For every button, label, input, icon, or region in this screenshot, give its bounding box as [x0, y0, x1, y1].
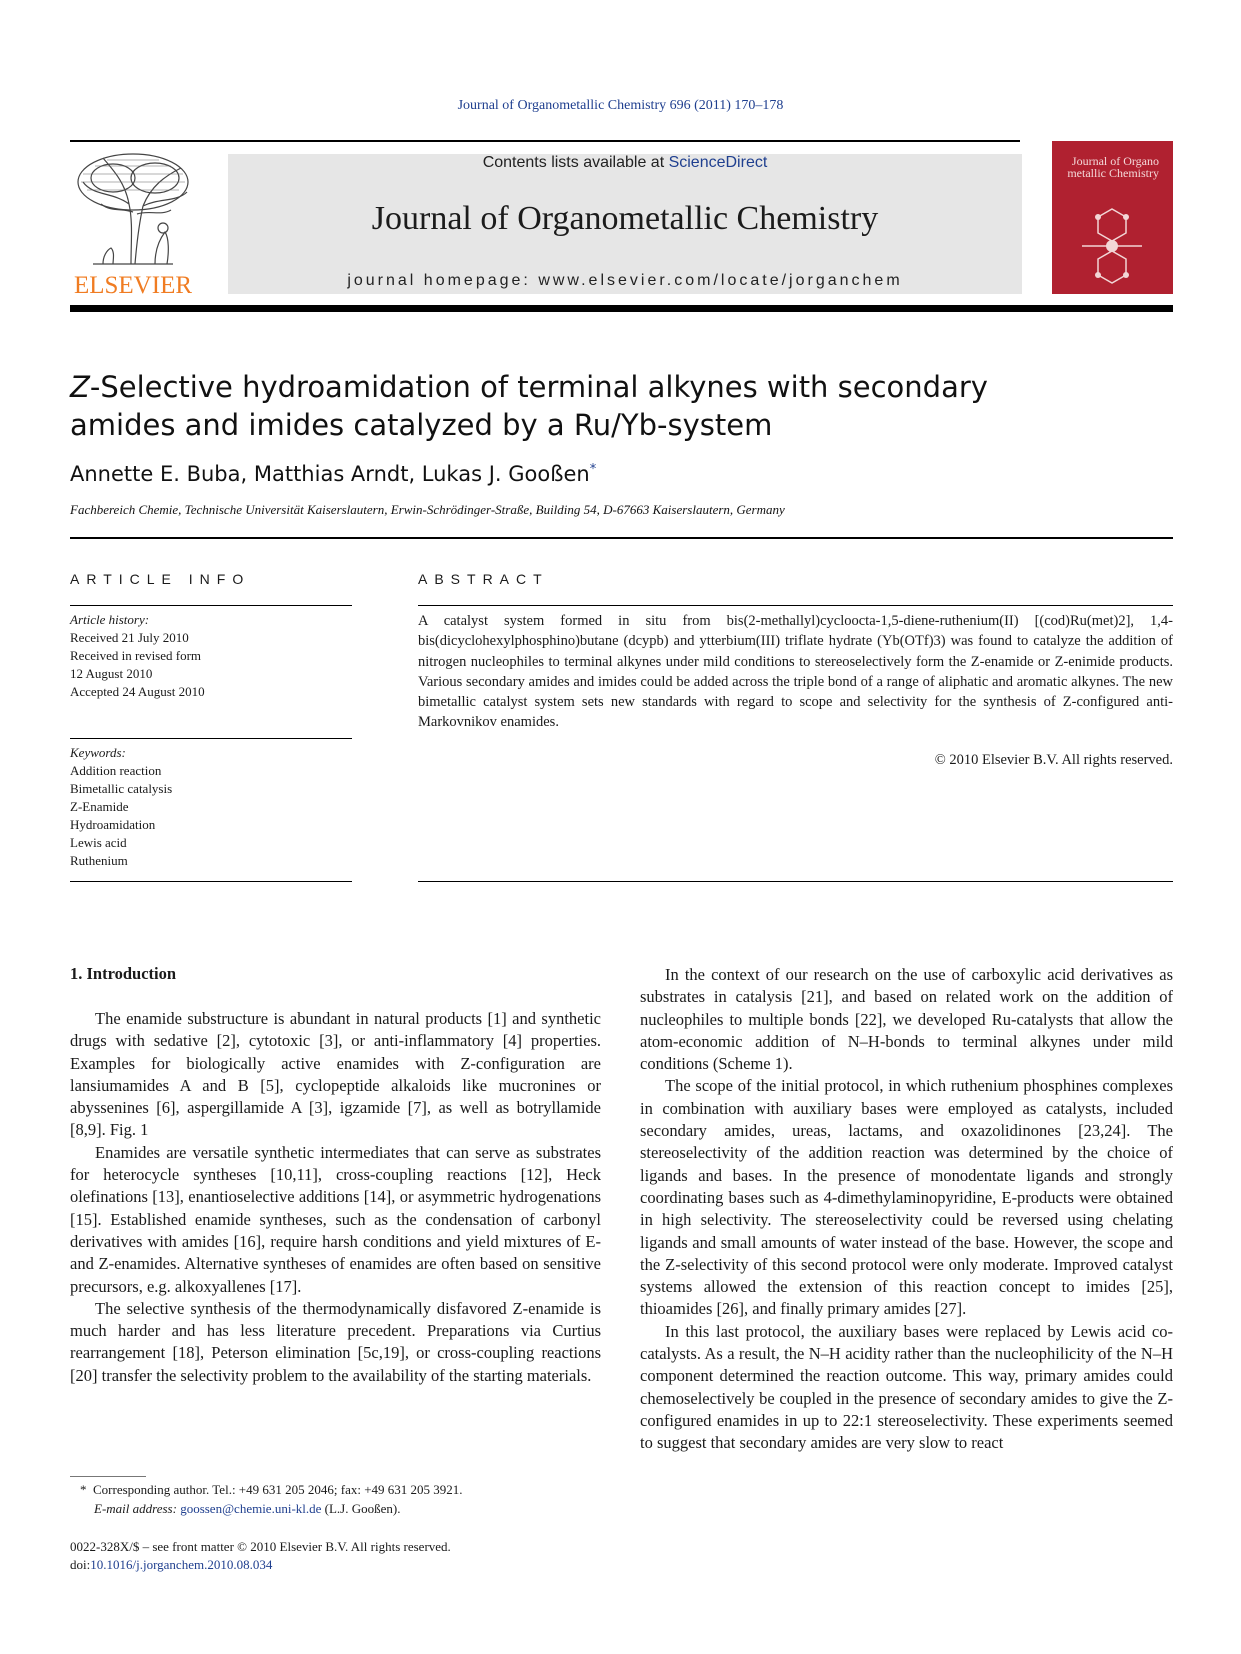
abstract-heading: ABSTRACT [418, 571, 549, 587]
keywords-rule [70, 738, 352, 739]
keyword-item: Addition reaction [70, 763, 162, 778]
abstract-text: A catalyst system formed in situ from bis(2-methallyl)cycloocta-1,5-diene-ruthenium(II) [(cod)Ru(met)2], 1,4-bis(dicyclohexylphosphino)butane (dcypb) and ytterbium(III) triflate hydrate (Yb(OTf)3) was found to catalyze the addition of nitrogen nucleophiles to terminal alkynes under mild conditions to stereoselectively form the Z-enamide or Z-enimide products. Various secondary amides and imides could be added across the triple bond of a range of aliphatic and aromatic alkynes. The new bimetallic catalyst system sets new standards with regard to scope and selectivity for the synthesis of Z-configured anti-Markovnikov enamides. [418, 613, 1173, 731]
article-info-bottom-rule [70, 881, 352, 882]
article-info-rule [70, 605, 352, 606]
email-label: E-mail address: [94, 1501, 181, 1516]
keywords [70, 744, 352, 870]
body-right-column [640, 964, 1173, 1455]
doi-label: doi: [70, 1557, 91, 1572]
article-history [70, 611, 352, 701]
journal-title: Journal of Organometallic Chemistry [371, 200, 879, 237]
keyword-item: Hydroamidation [70, 817, 156, 832]
article-title [70, 368, 1070, 444]
section-heading-introduction: 1. Introduction [70, 964, 177, 983]
history-label: Article history: [70, 612, 150, 627]
body-paragraph: The selective synthesis of the thermodynamically disfavored Z-enamide is much harder and has less literature precedent. Preparations via Curtius rearrangement [18], Peterson elimination [5c,19], or cross-coupling reactions [20] transfer the selectivity problem to the availability of the starting materials. [70, 1298, 601, 1385]
header-thick-rule [70, 305, 1173, 312]
journal-cover [1052, 141, 1173, 294]
keyword-item: Lewis acid [70, 835, 127, 850]
author-names: Annette E. Buba, Matthias Arndt, Lukas J. Gooßen [70, 462, 590, 486]
sciencedirect-link[interactable]: ScienceDirect [668, 154, 768, 171]
footnote-rule [70, 1476, 146, 1477]
footnote-line [70, 1480, 601, 1499]
title-rest: -Selective hydroamidation of terminal alkynes with secondary amides and imides catalyzed by a Ru/Yb-system [70, 370, 988, 442]
authors [70, 462, 596, 486]
title-rule [70, 537, 1173, 539]
keyword-item: Ruthenium [70, 853, 128, 868]
body-paragraph: The scope of the initial protocol, in which ruthenium phosphines complexes in combination with auxiliary bases were employed as catalysts, included secondary amides, ureas, lactams, and oxazolidinones [23,24]. The stereoselectivity of the addition reaction was determined by the choice of ligands and bases. In the presence of monodentate ligands and strongly coordinating bases such as 4-dimethylaminopyridine, E-products were obtained in high selectivity. The stereoselectivity could be reversed using chelating ligands and small amounts of water instead of the base. However, the scope and the Z-selectivity of this second protocol were only moderate. Improved catalyst systems allowed the extension of this reaction concept to imides [25], thioamides [26], and finally primary amides [27]. [640, 1076, 1173, 1319]
footnote-contact: Corresponding author. Tel.: +49 631 205 2046; fax: +49 631 205 3921. [93, 1482, 463, 1497]
history-item: Received 21 July 2010 [70, 630, 189, 645]
issn-line: 0022-328X/$ – see front matter © 2010 Elsevier B.V. All rights reserved. [70, 1539, 451, 1554]
body-paragraph: The enamide substructure is abundant in natural products [1] and synthetic drugs with sedative [2], cytotoxic [3], or anti-inflammatory [4] properties. Examples for biologically active enamides with Z-configuration are lansiumamides A and B [5], cyclopeptide alkaloids like mucronines or abyssenines [6], aspergillamide A [3], igzamide [7], as well as botryllamide [8,9]. Fig. 1 [70, 1009, 601, 1140]
header-rule [70, 140, 1020, 142]
abstract-copyright: © 2010 Elsevier B.V. All rights reserved. [934, 752, 1173, 768]
title-italic-z: Z [70, 370, 90, 404]
corresponding-author-mark[interactable]: * [589, 462, 597, 477]
journal-homepage[interactable]: journal homepage: www.elsevier.com/locate/jorganchem [347, 272, 903, 289]
journal-banner [228, 154, 1022, 294]
email-link[interactable]: goossen@chemie.uni-kl.de [180, 1501, 322, 1516]
front-matter [70, 1538, 601, 1574]
contents-prefix: Contents lists available at [482, 154, 669, 171]
abstract-bottom-rule [418, 881, 1173, 882]
elsevier-wordmark: ELSEVIER [73, 272, 193, 299]
footnote [70, 1480, 601, 1518]
elsevier-tree-icon [73, 152, 193, 270]
elsevier-logo [68, 150, 198, 300]
journal-citation-link[interactable]: Journal of Organometallic Chemistry 696 (2011) 170–178 [457, 98, 784, 113]
doi-link[interactable]: 10.1016/j.jorganchem.2010.08.034 [90, 1557, 273, 1572]
doi-line [70, 1556, 601, 1574]
keyword-item: Z-Enamide [70, 799, 129, 814]
history-item: Accepted 24 August 2010 [70, 684, 205, 699]
body-left-column [70, 1008, 601, 1387]
footnote-email-line [70, 1499, 601, 1518]
keyword-item: Bimetallic catalysis [70, 781, 173, 796]
footnote-mark: * [80, 1482, 87, 1497]
email-suffix: (L.J. Gooßen). [321, 1501, 401, 1516]
body-paragraph: In the context of our research on the use of carboxylic acid derivatives as substrates in catalysis [21], and based on related work on the addition of nucleophiles to multiple bonds [22], we developed Ru-catalysts that allow the atom-economic addition of N–H-bonds to terminal alkynes under mild conditions (Scheme 1). [640, 965, 1173, 1074]
article-info-heading: ARTICLE INFO [70, 571, 251, 587]
cover-title: Journal of Organo metallic Chemistry [1067, 154, 1159, 180]
affiliation: Fachbereich Chemie, Technische Universität Kaiserslautern, Erwin-Schrödinger-Straße, Building 54, D-67663 Kaiserslautern, Germany [70, 502, 785, 517]
molecule-icon [1070, 201, 1155, 291]
body-paragraph: In this last protocol, the auxiliary bases were replaced by Lewis acid co-catalysts. As a result, the N–H acidity rather than the nucleophilicity of the N–H component determined the reaction outcome. This way, primary amides could chemoselectively be coupled in the presence of secondary amides to give the Z-configured enamides in up to 22:1 stereoselectivity. These experiments seemed to suggest that secondary amides are very slow to react [640, 1321, 1173, 1453]
abstract-rule [418, 605, 1173, 606]
contents-line [228, 154, 1022, 172]
history-item: 12 August 2010 [70, 666, 153, 681]
keywords-label: Keywords: [70, 745, 126, 760]
history-item: Received in revised form [70, 648, 202, 663]
body-paragraph: Enamides are versatile synthetic intermediates that can serve as substrates for heterocycle syntheses [10,11], cross-coupling reactions [12], Heck olefinations [13], enantioselective additions [14], or asymmetric hydrogenations [15]. Established enamide syntheses, such as the condensation of carbonyl derivatives with amides [16], require harsh conditions and yield mixtures of E- and Z-enamides. Alternative syntheses of enamides are often based on sensitive precursors, e.g. alkoxyallenes [17]. [70, 1142, 601, 1296]
